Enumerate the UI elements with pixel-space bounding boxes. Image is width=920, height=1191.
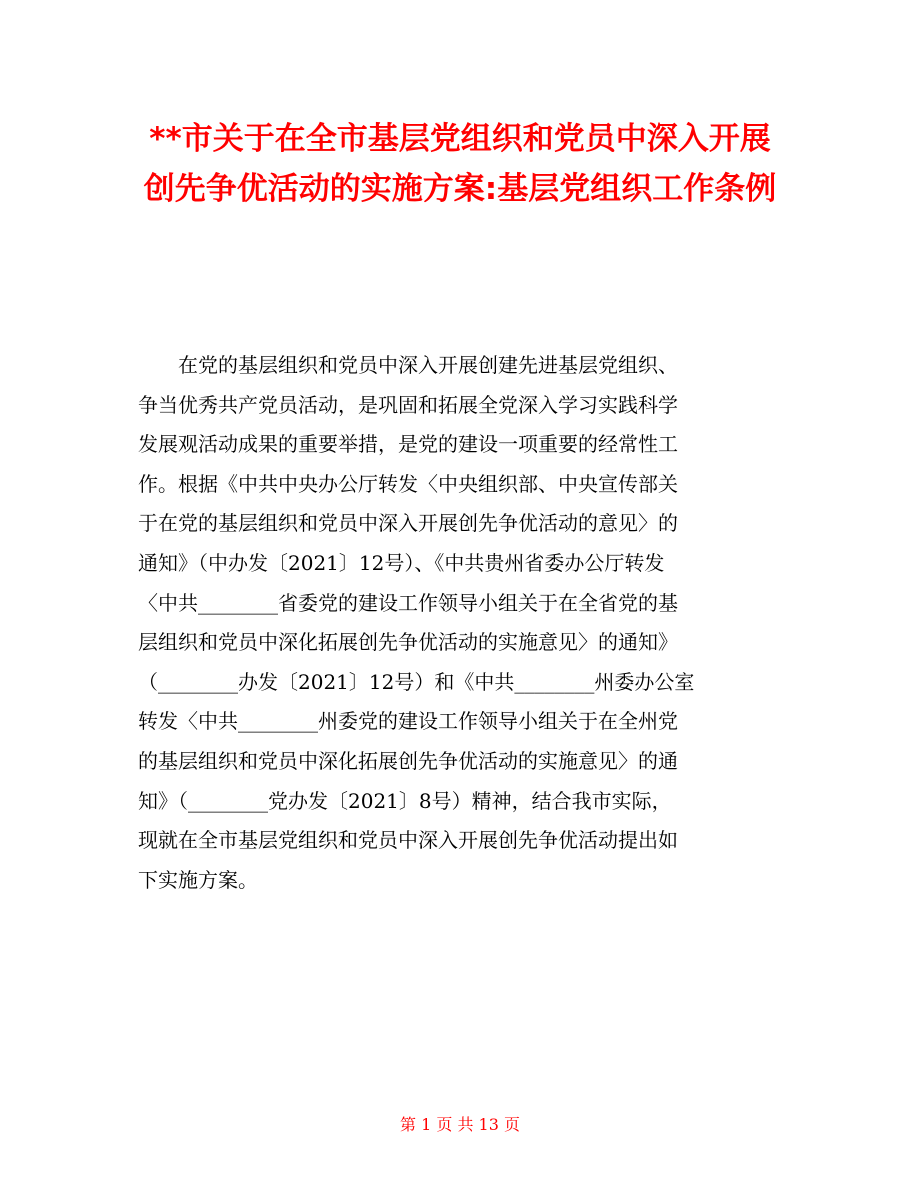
body-line: 下实施方案。 xyxy=(138,867,258,892)
body-line: 〈中共________省委党的建设工作领导小组关于在全省党的基 xyxy=(138,590,678,615)
body-line: 知》（________党办发〔2021〕8号）精神，结合我市实际， xyxy=(138,788,672,813)
body-line: 通知》（中办发〔2021〕12号）、《中共贵州省委办公厅转发 xyxy=(138,550,665,575)
body-paragraph xyxy=(138,346,783,900)
document-title xyxy=(100,114,820,214)
page-number-footer: 第 1 页 共 13 页 xyxy=(400,1115,520,1134)
title-line-2: 创先争优活动的实施方案:基层党组织工作条例 xyxy=(143,171,777,207)
body-line: （________办发〔2021〕12号）和《中共________州委办公室 xyxy=(138,669,695,694)
body-line: 在党的基层组织和党员中深入开展创建先进基层党组织、 xyxy=(138,353,678,377)
body-line: 争当优秀共产党员活动，是巩固和拓展全党深入学习实践科学 xyxy=(138,392,678,417)
body-line: 层组织和党员中深化拓展创先争优活动的实施意见〉的通知》 xyxy=(138,630,678,655)
body-line: 发展观活动成果的重要举措，是党的建设一项重要的经常性工 xyxy=(138,432,678,457)
body-line: 于在党的基层组织和党员中深入开展创先争优活动的意见〉的 xyxy=(138,511,678,536)
body-line: 的基层组织和党员中深化拓展创先争优活动的实施意见〉的通 xyxy=(138,748,678,773)
body-line: 转发〈中共________州委党的建设工作领导小组关于在全州党 xyxy=(138,709,678,734)
body-line: 现就在全市基层党组织和党员中深入开展创先争优活动提出如 xyxy=(138,828,678,853)
title-line-1: **市关于在全市基层党组织和党员中深入开展 xyxy=(149,121,771,157)
body-line: 作。根据《中共中央办公厅转发〈中央组织部、中央宣传部关 xyxy=(138,471,678,496)
